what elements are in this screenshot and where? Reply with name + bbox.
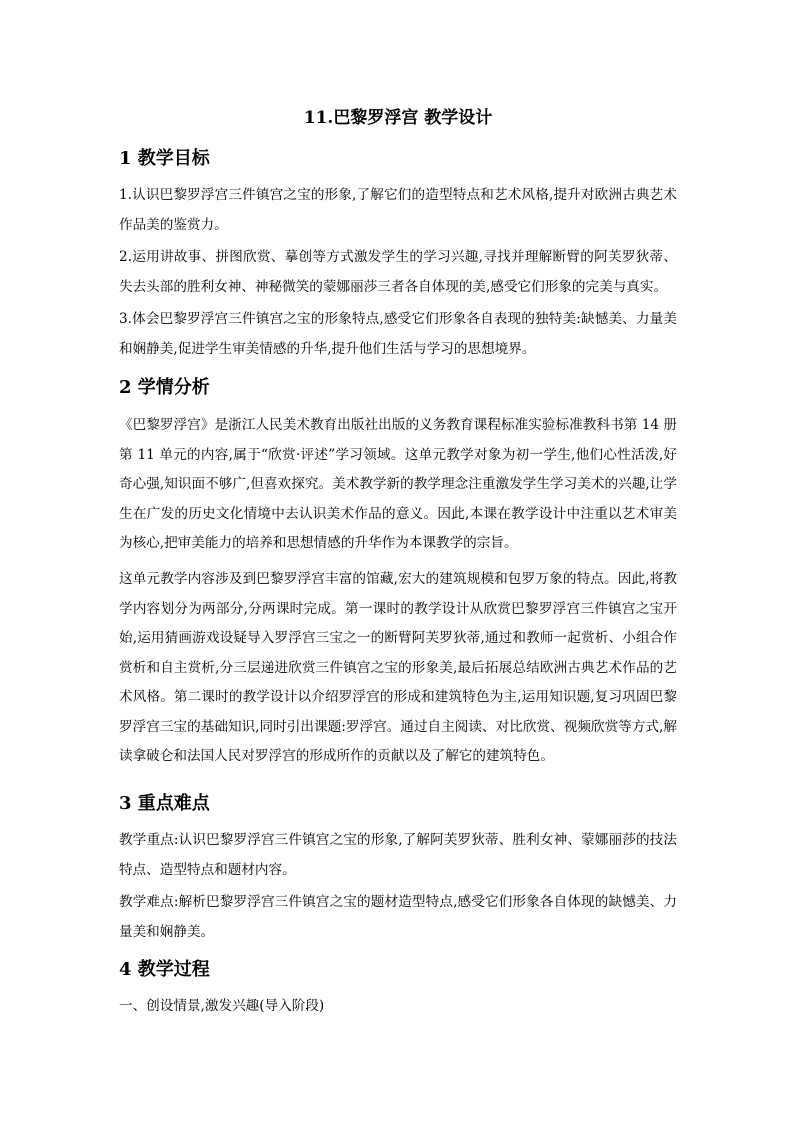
- section-heading-key-points: 3 重点难点: [119, 793, 210, 814]
- document-title: 11.巴黎罗浮宫 教学设计: [303, 108, 493, 128]
- section-heading-teaching-process: 4 教学过程: [119, 959, 210, 980]
- paragraph-difficult-point: 教学难点:解析巴黎罗浮宫三件镇宫之宝的题材造型特点,感受它们形象各自体现的缺憾美、力量美和娴静美。: [119, 894, 677, 940]
- paragraph-goal-2: 2.运用讲故事、拼图欣赏、摹创等方式激发学生的学习兴趣,寻找并理解断臂的阿芙罗狄蒂、失去头部的胜利女神、神秘微笑的蒙娜丽莎三者各自体现的美,感受它们形象的完美与真实。: [119, 249, 677, 295]
- paragraph-goal-1: 1.认识巴黎罗浮宫三件镇宫之宝的形象,了解它们的造型特点和艺术风格,提升对欧洲古典艺术作品美的鉴赏力。: [119, 187, 677, 233]
- paragraph-goal-3: 3.体会巴黎罗浮宫三件镇宫之宝的形象特点,感受它们形象各自表现的独特美:缺憾美、力量美和娴静美,促进学生审美情感的升华,提升他们生活与学习的思想境界。: [119, 311, 677, 357]
- section-heading-learner-analysis: 2 学情分析: [119, 377, 210, 398]
- paragraph-analysis-1: 《巴黎罗浮宫》是浙江人民美术教育出版社出版的义务教育课程标准实验标准教科书第 14 册第 11 单元的内容,属于“欣赏·评述”学习领域。这单元教学对象为初一学生,他们心性活泼,好奇心强,知识面不够广,但喜欢探究。美术教学新的教学理念注重激发学生学习美术的兴趣,让学生在广发的历史文化情境中去认识美术作品的意义。因此,本课在教学设计中注重以艺术审美为核心,把审美能力的培养和思想情感的升华作为本课教学的宗旨。: [119, 417, 677, 551]
- section-heading-teaching-goals: 1 教学目标: [119, 148, 210, 169]
- paragraph-analysis-2: 这单元教学内容涉及到巴黎罗浮宫丰富的馆藏,宏大的建筑规模和包罗万象的特点。因此,将教学内容划分为两部分,分两课时完成。第一课时的教学设计从欣赏巴黎罗浮宫三件镇宫之宝开始,运用猜画游戏设疑导入罗浮宫三宝之一的断臂阿芙罗狄蒂,通过和教师一起赏析、小组合作赏析和自主赏析,分三层递进欣赏三件镇宫之宝的形象美,最后拓展总结欧洲古典艺术作品的艺术风格。第二课时的教学设计以介绍罗浮宫的形成和建筑特色为主,运用知识题,复习巩固巴黎罗浮宫三宝的基础知识,同时引出课题:罗浮宫。通过自主阅读、对比欣赏、视频欣赏等方式,解读拿破仑和法国人民对罗浮宫的形成所作的贡献以及了解它的建筑特色。: [119, 571, 677, 764]
- paragraph-process-step-1: 一、创设情景,激发兴趣(导入阶段): [119, 998, 325, 1014]
- paragraph-key-point: 教学重点:认识巴黎罗浮宫三件镇宫之宝的形象,了解阿芙罗狄蒂、胜利女神、蒙娜丽莎的技法特点、造型特点和题材内容。: [119, 832, 677, 878]
